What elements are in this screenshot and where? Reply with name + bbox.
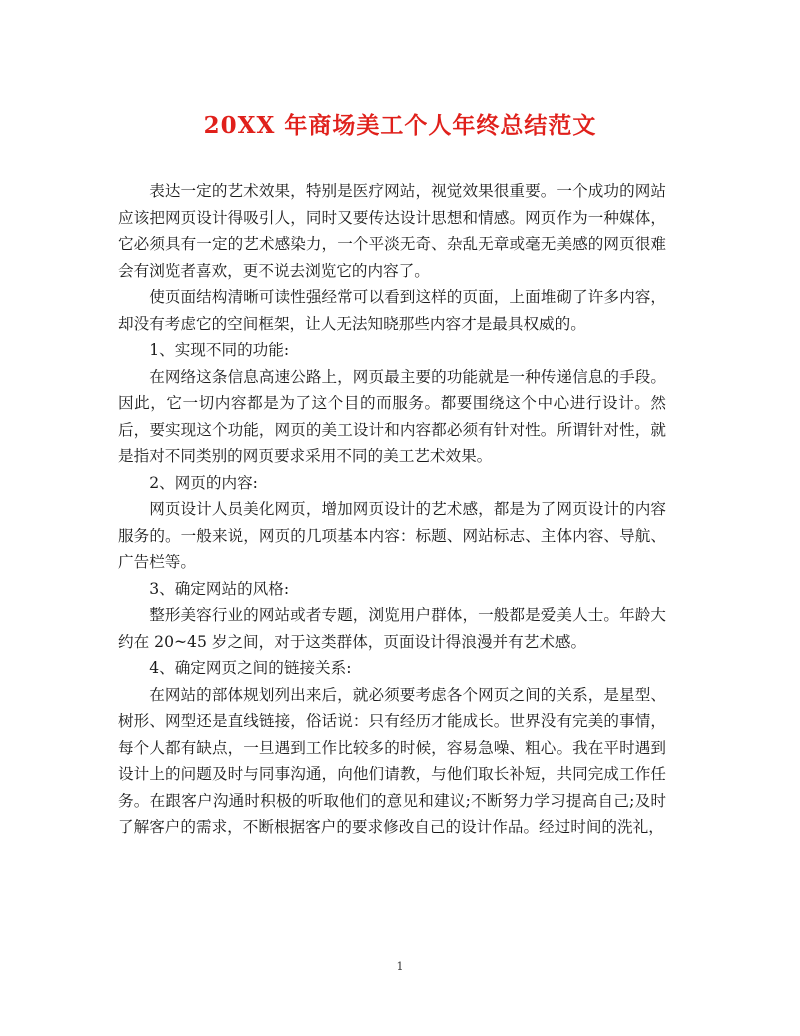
paragraph-links: 在网站的部体规划列出来后，就必须要考虑各个网页之间的关系，是星型、树形、网型还是直线链接，俗话说：只有经历才能成长。世界没有完美的事情，每个人都有缺点，一旦遇到工作比较多的时候，容易急噪、粗心。我在平时遇到设计上的问题及时与同事沟通，向他们请教，与他们取长补短，共同完成工作任务。在跟客户沟通时积极的听取他们的意见和建议;不断努力学习提高自己;及时了解客户的需求，不断根据客户的要求修改自己的设计作品。经过时间的洗礼， [118, 685, 666, 836]
paragraph-function: 在网络这条信息高速公路上，网页最主要的功能就是一种传递信息的手段。因此，它一切内容都是为了这个目的而服务。都要围绕这个中心进行设计。然后，要实现这个功能，网页的美工设计和内容都必须有针对性。所谓针对性，就是指对不同类别的网页要求采用不同的美工艺术效果。 [118, 367, 666, 465]
section-heading-1: 1、实现不同的功能: [149, 341, 290, 359]
document-body [118, 178, 666, 841]
page-number: 1 [396, 960, 404, 973]
paragraph-intro: 表达一定的艺术效果，特别是医疗网站，视觉效果很重要。一个成功的网站应该把网页设计得吸引人，同时又要传达设计思想和情感。网页作为一种媒体，它必须具有一定的艺术感染力，一个平淡无奇、杂乱无章或毫无美感的网页很难会有浏览者喜欢，更不说去浏览它的内容了。 [118, 182, 666, 280]
section-heading-4: 4、确定网页之间的链接关系: [149, 659, 352, 677]
document-title: 20XX 年商场美工个人年终总结范文 [203, 112, 597, 139]
section-heading-2: 2、网页的内容: [149, 473, 258, 492]
paragraph-style: 整形美容行业的网站或者专题，浏览用户群体，一般都是爱美人士。年龄大约在 20~45 岁之间，对于这类群体，页面设计得浪漫并有艺术感。 [118, 606, 666, 651]
paragraph-structure: 使页面结构清晰可读性强经常可以看到这样的页面，上面堆砌了许多内容，却没有考虑它的空间框架，让人无法知晓那些内容才是最具权威的。 [118, 288, 666, 333]
paragraph-content: 网页设计人员美化网页，增加网页设计的艺术感，都是为了网页设计的内容服务的。一般来说，网页的几项基本内容：标题、网站标志、主体内容、导航、广告栏等。 [118, 500, 666, 571]
section-heading-3: 3、确定网站的风格: [149, 579, 290, 598]
